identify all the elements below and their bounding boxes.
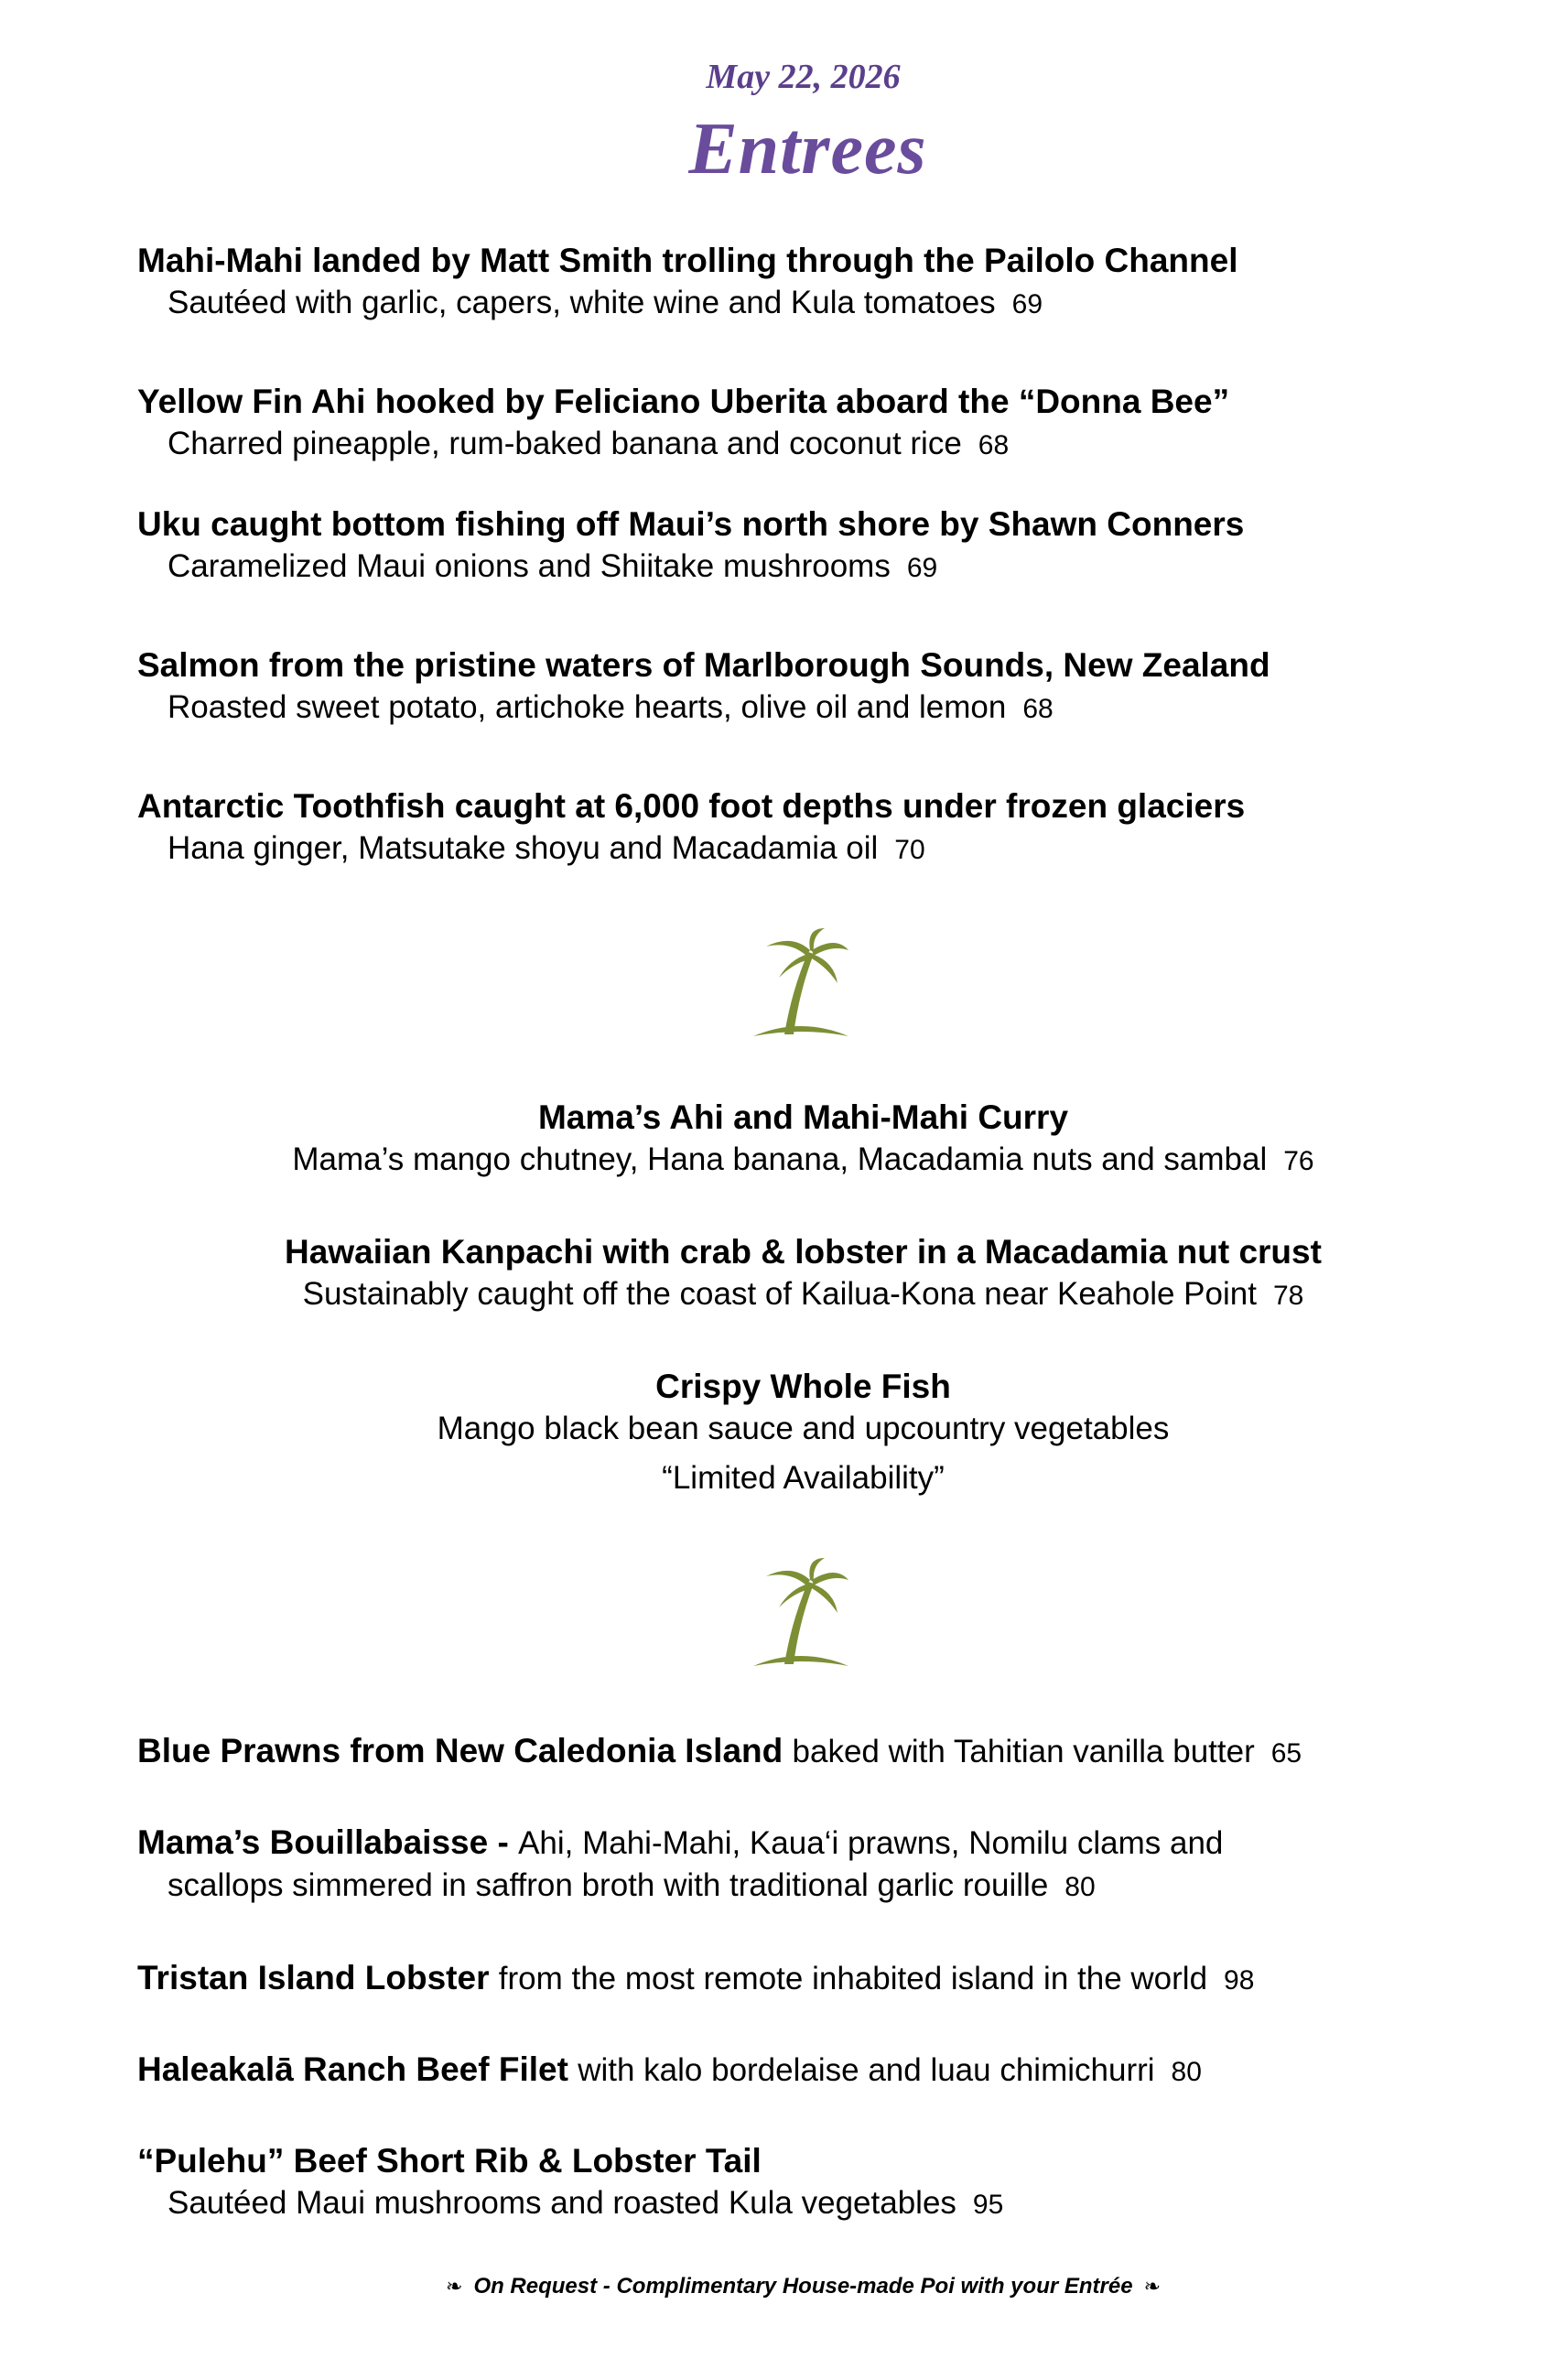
item-price: 80 xyxy=(1064,1872,1096,1902)
item-desc-text: Sautéed with garlic, capers, white wine and Kula tomatoes xyxy=(167,285,996,320)
availability-note: “Limited Availability” xyxy=(662,1460,945,1496)
footer-note xyxy=(0,2274,1556,2299)
menu-item xyxy=(0,1366,1556,1499)
item-name: Mama’s Bouillabaisse - xyxy=(137,1823,509,1861)
item-description xyxy=(0,1139,1556,1183)
item-name: Hawaiian Kanpachi with crab & lobster in a Macadamia nut crust xyxy=(285,1233,1322,1271)
menu-item xyxy=(137,1957,1474,2002)
item-price: 80 xyxy=(1171,2057,1202,2087)
leaf-ornament-icon: ❧ xyxy=(1143,2275,1161,2298)
item-desc-text: Mama’s mango chutney, Hana banana, Macadamia nuts and sambal xyxy=(292,1141,1268,1177)
item-price: 95 xyxy=(972,2190,1004,2220)
menu-item xyxy=(137,2140,1474,2226)
item-price: 78 xyxy=(1272,1281,1304,1311)
item-desc-text: with kalo bordelaise and luau chimichurri xyxy=(578,2052,1155,2088)
menu-item xyxy=(137,1822,1474,1909)
menu-item xyxy=(137,240,1474,326)
item-desc-text: Sautéed Maui mushrooms and roasted Kula vegetables xyxy=(167,2185,956,2221)
item-price: 69 xyxy=(1011,289,1043,319)
item-desc-text: Roasted sweet potato, artichoke hearts, olive oil and lemon xyxy=(167,689,1007,725)
item-description: Mango black bean sauce and upcountry vegetables xyxy=(437,1411,1170,1446)
menu-item xyxy=(137,1730,1474,1775)
item-price: 68 xyxy=(1022,694,1054,724)
menu-item xyxy=(137,785,1474,871)
item-name: Mama’s Ahi and Mahi-Mahi Curry xyxy=(537,1098,1069,1136)
item-price: 70 xyxy=(894,835,925,865)
item-name: Crispy Whole Fish xyxy=(655,1368,951,1405)
item-price: 76 xyxy=(1283,1146,1314,1176)
item-name: Haleakalā Ranch Beef Filet xyxy=(137,2050,568,2088)
item-desc-text: scallops simmered in saffron broth with traditional garlic rouille xyxy=(167,1867,1049,1903)
item-name: Mahi-Mahi landed by Matt Smith trolling through the Pailolo Channel xyxy=(137,242,1238,279)
item-line xyxy=(137,1957,1474,2002)
menu-item xyxy=(137,644,1474,730)
item-description xyxy=(137,546,1474,590)
item-desc-text: baked with Tahitian vanilla butter xyxy=(792,1734,1255,1769)
item-desc-text: Caramelized Maui onions and Shiitake mushrooms xyxy=(167,548,891,584)
item-description xyxy=(137,423,1474,467)
page-title: Entrees xyxy=(688,109,927,189)
item-price: 68 xyxy=(978,430,1010,460)
menu-item xyxy=(137,2049,1474,2093)
item-price: 98 xyxy=(1224,1965,1255,1996)
date: May 22, 2026 xyxy=(706,58,901,96)
item-line xyxy=(137,2049,1474,2093)
menu-item xyxy=(137,503,1474,590)
item-line xyxy=(137,1822,1474,1865)
footer-text: On Request - Complimentary House-made Poi with your Entrée xyxy=(473,2274,1133,2299)
palm-tree-icon xyxy=(746,1556,856,1671)
item-name: Yellow Fin Ahi hooked by Feliciano Uberita aboard the “Donna Bee” xyxy=(137,383,1230,420)
item-name: Salmon from the pristine waters of Marlborough Sounds, New Zealand xyxy=(137,646,1270,684)
item-description xyxy=(137,828,1474,871)
item-desc-text: Charred pineapple, rum-baked banana and coconut rice xyxy=(167,426,962,461)
item-desc-text: Sustainably caught off the coast of Kailua-Kona near Keahole Point xyxy=(302,1276,1257,1312)
menu-item xyxy=(137,381,1474,467)
palm-tree-icon xyxy=(746,926,856,1041)
leaf-ornament-icon: ❧ xyxy=(446,2275,463,2298)
item-description xyxy=(137,1865,1474,1909)
item-name: Antarctic Toothfish caught at 6,000 foot depths under frozen glaciers xyxy=(137,787,1246,825)
item-description xyxy=(0,1273,1556,1317)
item-price: 65 xyxy=(1270,1738,1302,1769)
item-description xyxy=(137,687,1474,730)
item-description xyxy=(137,282,1474,326)
item-desc-text: Hana ginger, Matsutake shoyu and Macadamia oil xyxy=(167,830,879,866)
item-desc-text: from the most remote inhabited island in the world xyxy=(498,1961,1208,1996)
item-name: Blue Prawns from New Caledonia Island xyxy=(137,1732,783,1769)
item-name: “Pulehu” Beef Short Rib & Lobster Tail xyxy=(137,2142,762,2180)
item-price: 69 xyxy=(906,553,938,583)
item-name: Tristan Island Lobster xyxy=(137,1959,490,1996)
menu-item xyxy=(0,1097,1556,1183)
item-desc-text: Ahi, Mahi-Mahi, Kaua‘i prawns, Nomilu clams and xyxy=(518,1825,1224,1861)
item-line xyxy=(137,1730,1474,1775)
item-description xyxy=(137,2182,1474,2226)
menu-item xyxy=(0,1231,1556,1317)
item-name: Uku caught bottom fishing off Maui’s north shore by Shawn Conners xyxy=(137,505,1245,543)
